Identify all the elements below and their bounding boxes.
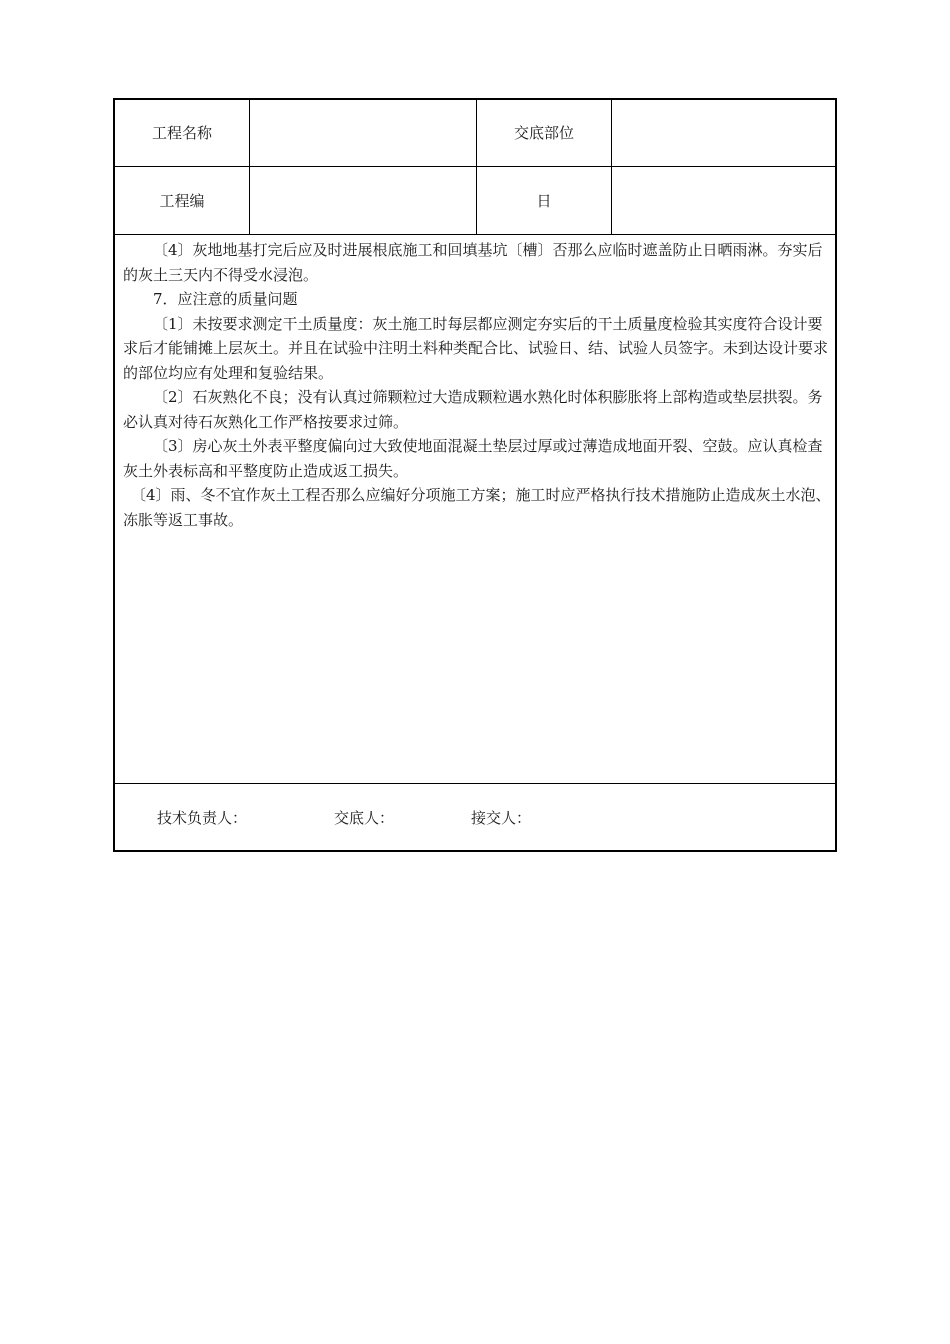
- signature-row: [115, 784, 835, 852]
- content-paragraph: 〔4〕灰地地基打完后应及时进展根底施工和回填基坑〔槽〕否那么应临时遮盖防止日晒雨淋。夯实后的灰土三天内不得受水浸泡。: [123, 241, 823, 284]
- project-name-label: 工程名称: [151, 124, 212, 142]
- content-paragraph: 〔4〕雨、冬不宜作灰土工程否那么应编好分项施工方案；施工时应严格执行技术措施防止造成灰土水泡、冻胀等返工事故。: [123, 486, 831, 529]
- row-divider: [115, 166, 835, 167]
- row-divider: [115, 234, 835, 235]
- project-code-label: 工程编: [159, 192, 205, 210]
- section-heading: 7．应注意的质量问题: [153, 290, 298, 308]
- column-divider: [611, 100, 612, 234]
- content-paragraph: 〔3〕房心灰土外表平整度偏向过大致使地面混凝土垫层过厚或过薄造成地面开裂、空鼓。应认真检查灰土外表标高和平整度防止造成返工损失。: [123, 437, 823, 480]
- column-divider: [476, 100, 477, 234]
- technical-disclosure-form: [113, 98, 837, 852]
- content-paragraph: 〔1〕未按要求测定干土质量度：灰土施工时每层都应测定夯实后的干土质量度检验其实度符合设计要求后才能铺摊上层灰土。并且在试验中注明土料种类配合比、试验日、结、试验人员签字。未到达设计要求的部位均应有处理和复验结果。: [123, 314, 829, 382]
- disclosure-part-label: 交底部位: [513, 124, 574, 142]
- technical-lead-label: 技术负责人：: [157, 809, 248, 827]
- disclosure-content: [123, 238, 831, 532]
- column-divider: [249, 100, 250, 234]
- receiver-label: 接交人：: [471, 809, 532, 827]
- discloser-label: 交底人：: [334, 809, 395, 827]
- content-paragraph: 〔2〕石灰熟化不良；没有认真过筛颗粒过大造成颗粒遇水熟化时体积膨胀将上部构造或垫层拱裂。务必认真对待石灰熟化工作严格按要求过筛。: [123, 388, 823, 431]
- date-label: 日: [536, 192, 552, 210]
